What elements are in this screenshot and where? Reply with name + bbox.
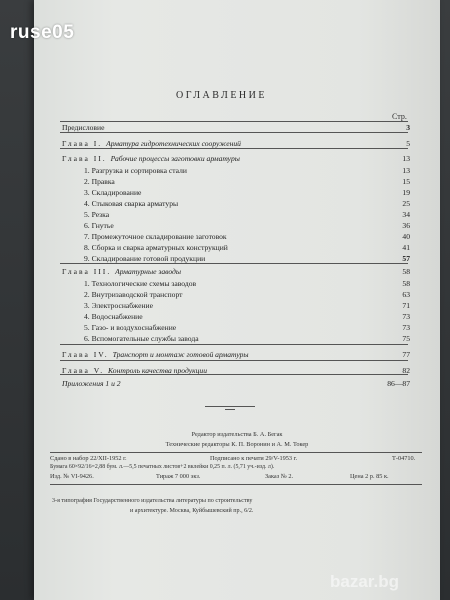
toc-entry-label: 6. Гнутье xyxy=(84,221,114,230)
toc-entry-label: 5. Газо- и воздухоснабжение xyxy=(84,323,177,332)
toc-page-number: 82 xyxy=(402,366,410,375)
editor-line: Редактор издательства Б. А. Бегак xyxy=(191,431,283,438)
toc-page-number: 13 xyxy=(402,154,410,163)
toc-entry-label: 3. Электроснабжение xyxy=(84,301,153,310)
toc-entry-label: 4. Стыковая сварка арматуры xyxy=(84,199,179,208)
toc-entry-label: 2. Правка xyxy=(84,177,115,186)
toc-rule xyxy=(60,132,408,133)
toc-entry-label: 4. Водоснабжение xyxy=(84,312,143,321)
toc-entry xyxy=(84,311,410,322)
colophon-print-run: Тираж 7 000 экз. xyxy=(156,473,201,480)
toc-chapter-title: Арматура гидротехнических сооружений xyxy=(106,139,241,148)
toc-chapter-number: Глава V. xyxy=(62,366,109,375)
toc-page-number: 34 xyxy=(402,210,410,219)
toc-chapter-title: Контроль качества продукции xyxy=(108,366,208,375)
colophon-price: Цена 2 р. 85 к. xyxy=(350,473,389,480)
tech-editors-line: Технические редакторы К. П. Воронин и А. М. Токер xyxy=(165,441,309,448)
toc-page-number: 36 xyxy=(402,221,410,230)
page-column-header: Стр. xyxy=(392,112,407,121)
divider xyxy=(205,406,255,407)
toc-entry xyxy=(84,165,410,176)
toc-entry-label: 1. Разгрузка и сортировка стали xyxy=(84,166,187,175)
toc-entry-label: 1. Технологические схемы заводов xyxy=(84,279,197,288)
watermark-bottom: bazar.bg xyxy=(330,572,399,591)
printer-line-1: 3-я типография Государственного издательства литературы по строительству xyxy=(52,498,253,504)
colophon-sign-date: Подписано к печати 29/V-1953 г. xyxy=(210,455,298,462)
toc-page-number: 57 xyxy=(402,254,410,263)
toc-page-number: 73 xyxy=(402,312,410,321)
toc-page-number: 58 xyxy=(402,279,410,288)
toc-entry xyxy=(84,231,410,242)
toc-entry xyxy=(84,209,410,220)
colophon-rule-bottom xyxy=(50,484,422,485)
toc-entry xyxy=(84,220,410,231)
toc-chapter-title: Транспорт и монтаж готовой арматуры xyxy=(112,350,249,359)
toc-rule xyxy=(60,263,408,264)
toc-chapter-number: Глава III. xyxy=(62,267,116,276)
toc-entry-label: 8. Сборка и сварка арматурных конструкций xyxy=(84,243,228,252)
toc-entry-label: 6. Вспомогательные службы завода xyxy=(84,334,199,343)
toc-page-number: 75 xyxy=(402,334,410,343)
toc-entry-label: Предисловие xyxy=(62,123,105,132)
toc-rule xyxy=(60,360,408,361)
toc-page-number: 13 xyxy=(402,166,410,175)
toc-entry-label: 7. Промежуточное складирование заготовок xyxy=(84,232,227,241)
toc-page-number: 77 xyxy=(402,350,410,359)
toc-entry-label: 3. Складирование xyxy=(84,188,142,197)
printer-line-2: и архитектуре. Москва, Куйбышевский пр., 6/2. xyxy=(130,508,254,514)
toc-entry xyxy=(84,198,410,209)
toc-page-number: 25 xyxy=(402,199,410,208)
colophon-paper: Бумага 60×92/16=2,88 бум. л.—5,5 печатных листов+2 вклейки 0,25 п. л. (5,71 уч.-изд. л). xyxy=(50,464,275,470)
toc-chapter-number: Глава IV. xyxy=(62,350,113,359)
toc-entry-label: Приложения 1 и 2 xyxy=(62,379,121,388)
toc-chapter-title: Арматурные заводы xyxy=(115,267,182,276)
toc-page-number: 41 xyxy=(402,243,410,252)
colophon-set-date: Сдано в набор 22/XII-1952 г. xyxy=(50,455,127,462)
toc-entry xyxy=(62,153,410,164)
toc-entry xyxy=(84,187,410,198)
colophon-code: Т-04710. xyxy=(392,455,416,462)
toc-entry-label xyxy=(62,153,240,164)
toc-page-number: 5 xyxy=(406,139,410,148)
toc-page-number: 15 xyxy=(402,177,410,186)
toc-entry xyxy=(62,349,410,360)
toc-entry xyxy=(84,289,410,300)
toc-entry xyxy=(84,242,410,253)
toc-rule xyxy=(60,148,408,149)
toc-entry xyxy=(62,378,410,389)
toc-chapter-number: Глава I. xyxy=(62,139,107,148)
watermark-text: ruse05 xyxy=(10,22,75,43)
toc-rule xyxy=(60,344,408,345)
toc-page-number: 58 xyxy=(402,267,410,276)
toc-chapter-title: Рабочие процессы заготовки арматуры xyxy=(110,154,240,163)
toc-entry-label xyxy=(62,349,249,360)
toc-page-number: 40 xyxy=(402,232,410,241)
toc-entry xyxy=(62,266,410,277)
toc-entry xyxy=(84,278,410,289)
toc-entry xyxy=(84,176,410,187)
toc-entry-label: 5. Резка xyxy=(84,210,110,219)
colophon-order: Заказ № 2. xyxy=(265,473,294,480)
page-title: ОГЛАВЛЕНИЕ xyxy=(176,90,267,101)
toc-entry-label xyxy=(62,266,181,277)
toc-page-number: 19 xyxy=(402,188,410,197)
divider-bottom xyxy=(225,409,235,410)
toc-page-number: 86—87 xyxy=(387,379,410,388)
colophon-pub-no: Изд. № VI-9426. xyxy=(50,473,94,480)
colophon-rule-top xyxy=(50,452,422,453)
toc-entry-label: 2. Внутризаводской транспорт xyxy=(84,290,183,299)
toc-entry xyxy=(84,300,410,311)
toc-page-number: 63 xyxy=(402,290,410,299)
toc-page-number: 71 xyxy=(402,301,410,310)
toc-page-number: 73 xyxy=(402,323,410,332)
toc-entry xyxy=(84,333,410,344)
toc-entry xyxy=(84,322,410,333)
toc-chapter-number: Глава II. xyxy=(62,154,111,163)
toc-rule xyxy=(60,374,408,375)
toc-entry-label: 9. Складирование готовой продукции xyxy=(84,254,206,263)
toc-page-number: 3 xyxy=(406,123,410,132)
